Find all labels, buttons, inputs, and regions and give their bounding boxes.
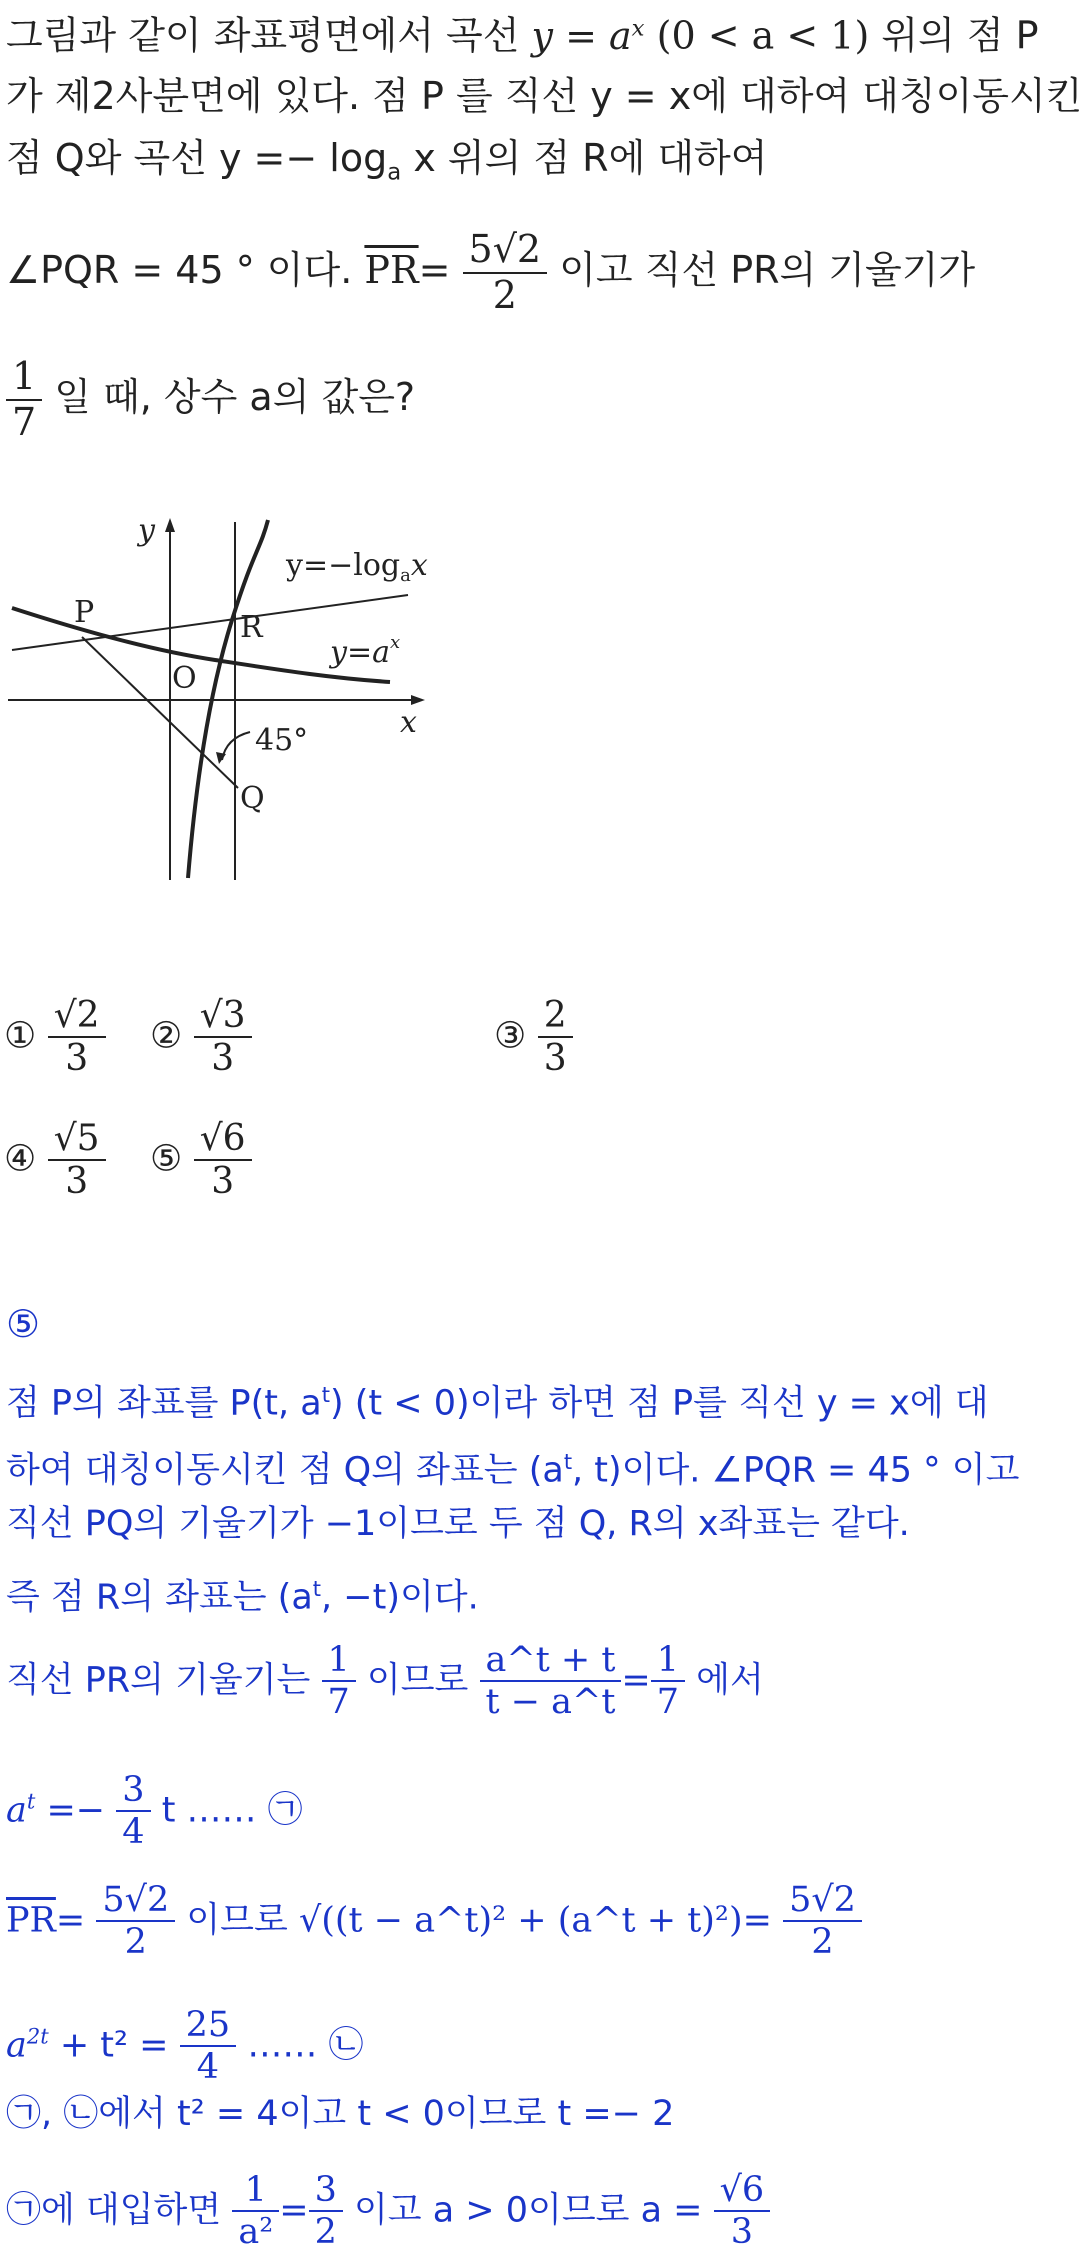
problem-line-2: 가 제2사분면에 있다. 점 P 를 직선 y = x에 대하여 대칭이동시킨 xyxy=(6,74,1082,118)
option-2[interactable]: ② $\frac{√3}{3}$ xyxy=(150,995,252,1080)
solution-line-3: 직선 PQ의 기울기가 −1이므로 두 점 Q, R의 x좌표는 같다. xyxy=(6,1504,910,1544)
problem-text: 위의 점 P xyxy=(881,13,1039,58)
fraction: $\frac{5√2}{2}$ xyxy=(463,228,548,317)
answer-mark: ⑤ xyxy=(6,1302,41,1346)
problem-line-1 xyxy=(6,6,1039,58)
label-r: R xyxy=(240,610,263,645)
solution-line-1: 점 P의 좌표를 P(t, $a^t$) (t < 0)이라 하면 점 P를 직선 y = x에 대 xyxy=(6,1383,989,1424)
problem-line-3: 점 Q와 곡선 $y =- \log_a x$ 위의 점 R에 대하여 xyxy=(6,136,768,186)
fraction: $\frac{1}{7}$ xyxy=(6,355,42,444)
label-y: y xyxy=(138,513,155,548)
math-condition: (0 < a < 1) xyxy=(656,13,870,58)
solution-line-2: 하여 대칭이동시킨 점 Q의 좌표는 ($a^t$, t)이다. ∠PQR = 45 ° 이고 xyxy=(6,1450,1020,1491)
angle-arrow xyxy=(216,752,226,764)
option-5[interactable]: ⑤ $\frac{√6}{3}$ xyxy=(150,1118,252,1203)
option-3[interactable]: ③ $\frac{2}{3}$ xyxy=(494,995,573,1080)
solution-line-7: $\overline{PR}=$ $\frac{5√2}{2}$ 이므로 √((t − a^t)² + (a^t + t)²)= $\frac{5√2}{2}$ xyxy=(6,1880,862,1963)
x-axis-arrow xyxy=(411,695,425,705)
option-1[interactable]: ① $\frac{√2}{3}$ xyxy=(4,995,106,1080)
label-x: x xyxy=(400,705,417,740)
problem-line-5: $\frac{1}{7}$ 일 때, 상수 a의 값은? xyxy=(6,355,415,444)
label-exp-curve: $y=a^x$ xyxy=(330,632,401,670)
label-log-curve: $y=-\log_ax$ xyxy=(286,548,428,586)
problem-text: 그림과 같이 좌표평면에서 곡선 xyxy=(6,13,520,58)
label-o: O xyxy=(172,661,197,696)
y-axis-arrow xyxy=(165,518,175,532)
solution-line-4: 즉 점 R의 좌표는 ($a^t$, −t)이다. xyxy=(6,1577,479,1618)
label-p: P xyxy=(74,595,95,630)
solution-line-9: ㉠, ㉡에서 t² = 4이고 t < 0이므로 t =− 2 xyxy=(6,2094,675,2134)
problem-line-4: ∠PQR = 45 ° 이다. $\overline{PR}=$ $\frac{5√2}{2}$ 이고 직선 PR의 기울기가 xyxy=(6,227,976,317)
solution-line-6: $a^t$ =− $\frac{3}{4}$ t …… ㉠ xyxy=(6,1770,303,1853)
segment-pr: $\overline{PR}$ xyxy=(364,248,419,293)
graph-figure xyxy=(0,500,480,890)
solution-line-10: ㉠에 대입하면 $\frac{1}{\text{a²}}$ = $\frac{3}{2}$ 이고 a > 0이므로 a = $\frac{√6}{3}$ xyxy=(6,2170,770,2253)
option-4[interactable]: ④ $\frac{√5}{3}$ xyxy=(4,1118,106,1203)
solution-line-8: $a^{2t} + t^2$ = $\frac{25}{4}$ …… ㉡ xyxy=(6,2005,364,2088)
math-expression: $y = a^x$ xyxy=(531,13,645,58)
label-angle: 45° xyxy=(255,723,309,758)
label-q: Q xyxy=(240,781,265,816)
solution-line-5: 직선 PR의 기울기는 $\frac{1}{7}$ 이므로 $\frac{a\^{}t + t}{t - a\^{}t}$ = $\frac{1}{7}$ 에서 xyxy=(6,1640,764,1723)
